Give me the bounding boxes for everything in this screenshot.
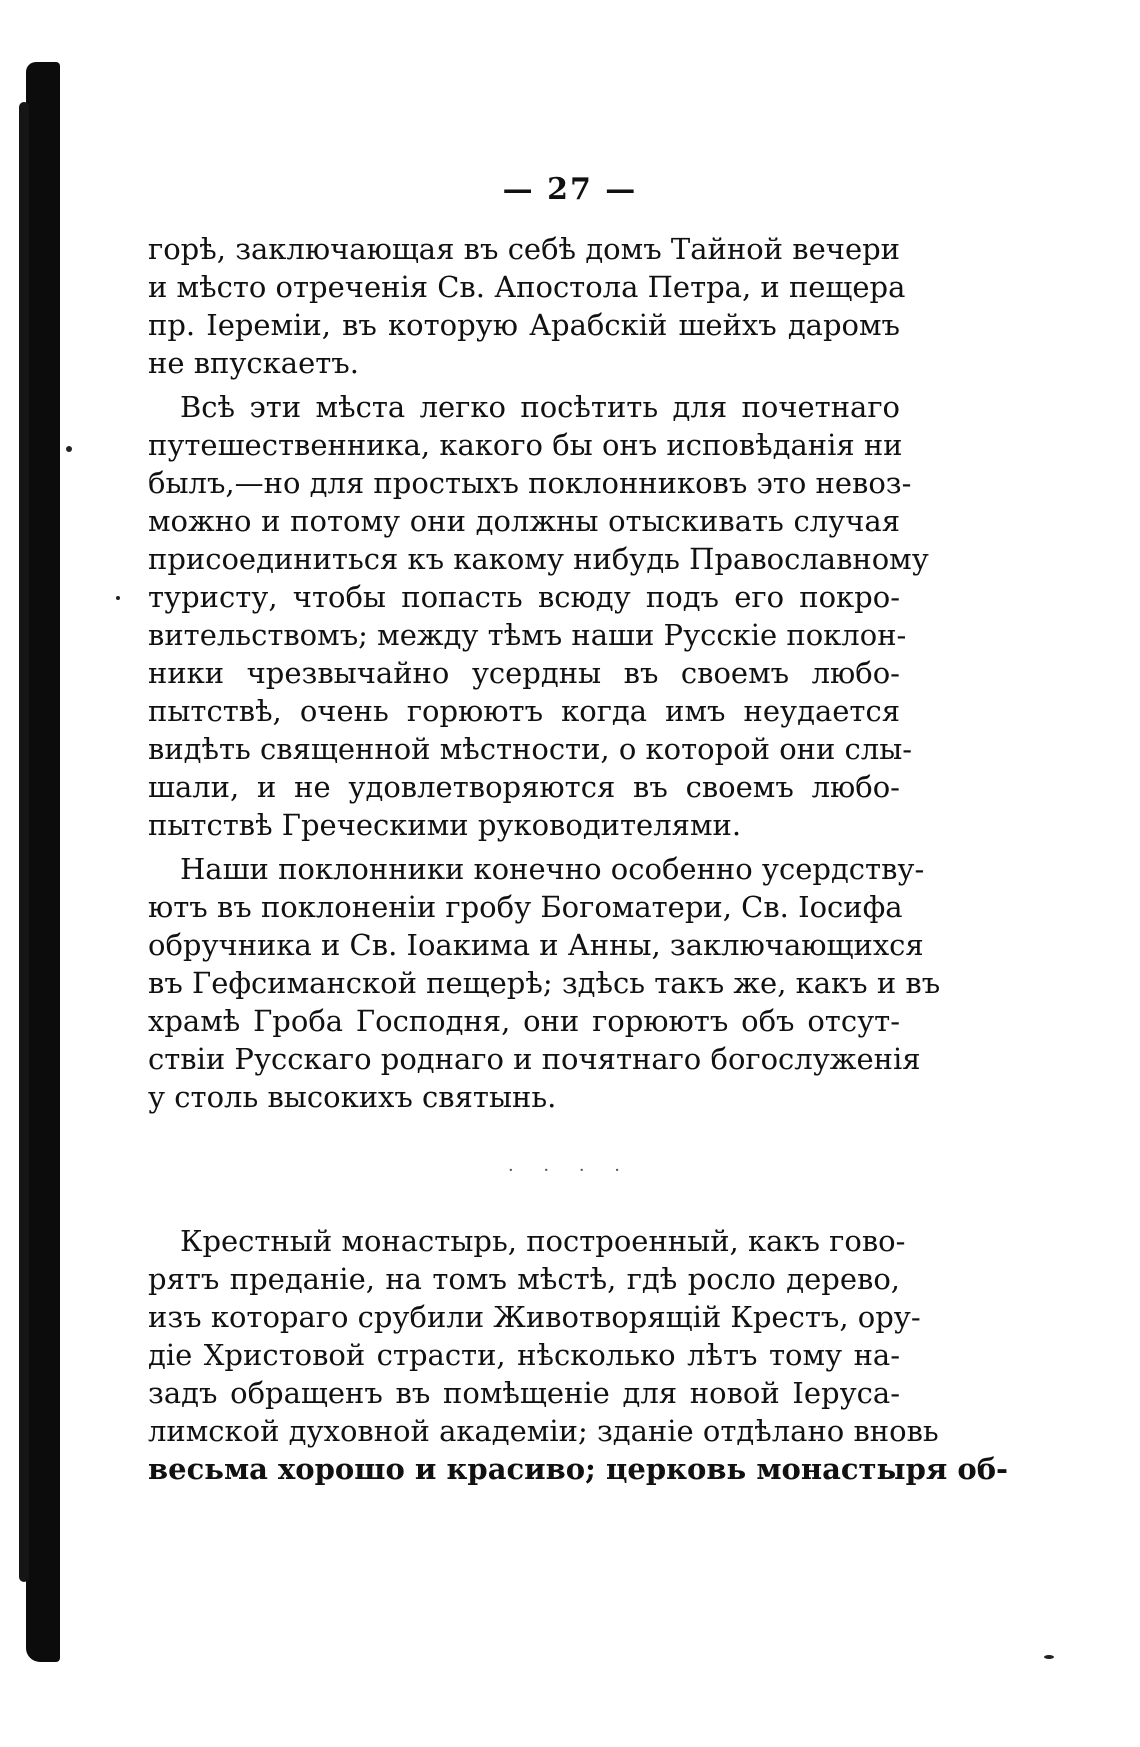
text-line: рятъ преданіе, на томъ мѣстѣ, гдѣ росло дерево, bbox=[148, 1262, 900, 1296]
text-line: видѣть священной мѣстности, о которой они слы- bbox=[148, 732, 913, 766]
section-separator-dots: · · · · bbox=[507, 1160, 633, 1181]
text-line: лимской духовной академіи; зданіе отдѣлано вновь bbox=[148, 1414, 939, 1448]
text-line: туристу, чтобы попасть всюду подъ его покро- bbox=[148, 580, 900, 614]
text-line: былъ,—но для простыхъ поклонниковъ это невоз- bbox=[148, 466, 912, 500]
text-line: ютъ въ поклоненіи гробу Богоматери, Св. Іосифа bbox=[148, 890, 903, 924]
text-line: пытствѣ, очень горюютъ когда имъ неудается bbox=[148, 694, 900, 728]
text-line: шали, и не удовлетворяются въ своемъ любо- bbox=[148, 770, 900, 804]
text-line: пр. Іереміи, въ которую Арабскій шейхъ даромъ bbox=[148, 308, 900, 342]
text-line: весьма хорошо и красиво; церковь монастыря об- bbox=[148, 1452, 1009, 1486]
text-line: горѣ, заключающая въ себѣ домъ Тайной вечери bbox=[148, 232, 900, 266]
text-line: вительствомъ; между тѣмъ наши Русскіе поклон- bbox=[148, 618, 907, 652]
text-line: въ Гефсиманской пещерѣ; здѣсь такъ же, какъ и въ bbox=[148, 966, 941, 1000]
text-line: Всѣ эти мѣста легко посѣтить для почетнаго bbox=[180, 390, 900, 424]
print-speck bbox=[116, 596, 120, 600]
text-line: и мѣсто отреченія Св. Апостола Петра, и пещера bbox=[148, 270, 906, 304]
text-line: храмѣ Гроба Господня, они горюютъ объ отсут- bbox=[148, 1004, 900, 1038]
text-line: діе Христовой страсти, нѣсколько лѣтъ тому на- bbox=[148, 1338, 900, 1372]
text-line: обручника и Св. Іоакима и Анны, заключающихся bbox=[148, 928, 924, 962]
text-line: ники чрезвычайно усердны въ своемъ любо- bbox=[148, 656, 900, 690]
text-line: задъ обращенъ въ помѣщеніе для новой Іеруса- bbox=[148, 1376, 900, 1410]
text-line: не впускаетъ. bbox=[148, 346, 359, 380]
text-line: присоединиться къ какому нибудь Православному bbox=[148, 542, 929, 576]
print-speck bbox=[1044, 1655, 1054, 1659]
print-speck bbox=[66, 446, 72, 452]
book-binding-edge bbox=[26, 62, 60, 1662]
page-number: — 27 — bbox=[502, 172, 638, 207]
text-line: можно и потому они должны отыскивать случая bbox=[148, 504, 900, 538]
text-line: Крестный монастырь, построенный, какъ гово- bbox=[180, 1224, 906, 1258]
text-line: ствіи Русскаго роднаго и почятнаго богослуженія bbox=[148, 1042, 921, 1076]
text-line: пытствѣ Греческими руководителями. bbox=[148, 808, 742, 842]
text-line: изъ котораго срубили Животворящій Крестъ, ору- bbox=[148, 1300, 921, 1334]
text-line: Наши поклонники конечно особенно усердству- bbox=[180, 852, 925, 886]
text-line: у столь высокихъ святынь. bbox=[148, 1080, 557, 1114]
text-line: путешественника, какого бы онъ исповѣданія ни bbox=[148, 428, 903, 462]
